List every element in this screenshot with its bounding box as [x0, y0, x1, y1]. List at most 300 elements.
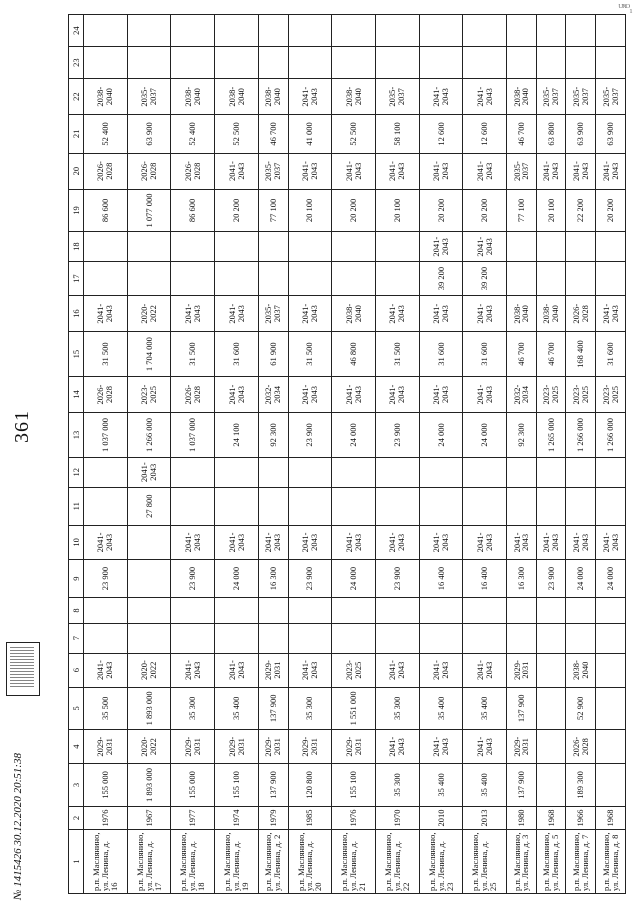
table-cell: 2041-2043 — [288, 153, 332, 189]
table-cell: 1985 — [288, 806, 332, 829]
table-cell: 2035-2037 — [258, 296, 288, 332]
table-cell: 168 400 — [566, 332, 596, 377]
table-cell — [536, 653, 566, 687]
table-cell: 137 900 — [258, 687, 288, 730]
table-cell: 1 893 000 — [127, 764, 171, 807]
table-cell: 2041-2043 — [463, 79, 507, 115]
table-cell: 2041-2043 — [566, 525, 596, 559]
table-cell — [215, 487, 259, 525]
column-header: 10 — [69, 525, 84, 559]
column-header: 20 — [69, 153, 84, 189]
column-header: 1 — [69, 830, 84, 894]
table-cell: 2041-2043 — [84, 525, 128, 559]
address-cell: р.п. Маслянино, ул. Ленина, д. 17 — [127, 830, 171, 894]
table-cell: 23 900 — [288, 413, 332, 458]
table-row — [127, 15, 171, 894]
table-cell — [375, 598, 419, 624]
table-cell: 2041-2043 — [463, 296, 507, 332]
table-cell — [127, 15, 171, 47]
table-cell: 2041-2043 — [566, 153, 596, 189]
table-cell: 2041-2043 — [84, 296, 128, 332]
table-cell: 120 800 — [288, 764, 332, 807]
column-header: 16 — [69, 296, 84, 332]
table-cell — [288, 232, 332, 262]
table-cell: 31 600 — [596, 332, 626, 377]
table-cell: 52 500 — [332, 115, 376, 153]
table-cell — [171, 262, 215, 296]
table-cell — [536, 47, 566, 79]
table-cell: 2023-2025 — [566, 376, 596, 412]
table-cell: 39 200 — [419, 262, 463, 296]
table-cell: 2026-2028 — [127, 153, 171, 189]
table-cell: 1 077 000 — [127, 189, 171, 232]
table-cell: 1 266 000 — [596, 413, 626, 458]
table-cell: 2026-2028 — [84, 376, 128, 412]
table-cell: 61 900 — [258, 332, 288, 377]
table-cell — [419, 623, 463, 653]
table-cell: 23 900 — [171, 559, 215, 597]
column-header: 15 — [69, 332, 84, 377]
table-cell: 24 000 — [332, 559, 376, 597]
table-cell: 2038-2040 — [566, 653, 596, 687]
table-cell: 2041-2043 — [332, 525, 376, 559]
table-cell — [84, 598, 128, 624]
table-cell: 31 500 — [375, 332, 419, 377]
table-cell: 39 200 — [463, 262, 507, 296]
table-cell — [171, 487, 215, 525]
column-header: 19 — [69, 189, 84, 232]
address-cell: р.п. Маслянино, ул. Ленина, д. 7 — [566, 830, 596, 894]
table-cell: 2041-2043 — [375, 653, 419, 687]
table-cell — [507, 598, 537, 624]
table-cell: 2038-2040 — [215, 79, 259, 115]
table-cell — [215, 598, 259, 624]
rotated-table-wrapper — [68, 14, 626, 894]
page-number — [6, 410, 39, 443]
table-cell: 2023-2025 — [536, 376, 566, 412]
table-cell — [288, 457, 332, 487]
table-cell — [84, 487, 128, 525]
table-cell — [596, 687, 626, 730]
table-cell: 2026-2028 — [566, 296, 596, 332]
address-cell: р.п. Маслянино, ул. Ленина, д. 8 — [596, 830, 626, 894]
table-cell: 31 500 — [171, 332, 215, 377]
table-cell: 1967 — [127, 806, 171, 829]
table-cell: 1 266 000 — [127, 413, 171, 458]
table-cell: 2020-2022 — [127, 730, 171, 764]
table-cell — [463, 487, 507, 525]
table-cell: 2026-2028 — [566, 730, 596, 764]
table-cell — [127, 559, 171, 597]
table-cell — [288, 623, 332, 653]
table-cell — [596, 623, 626, 653]
table-cell — [463, 15, 507, 47]
table-cell: 2035-2037 — [507, 153, 537, 189]
table-cell — [419, 15, 463, 47]
table-cell: 2041-2043 — [127, 457, 171, 487]
table-cell: 2035-2037 — [258, 153, 288, 189]
table-cell: 2041-2043 — [332, 153, 376, 189]
table-cell: 16 300 — [507, 559, 537, 597]
column-header: 3 — [69, 764, 84, 807]
table-row — [536, 15, 566, 894]
table-cell — [332, 232, 376, 262]
table-cell: 20 100 — [375, 189, 419, 232]
table-cell: 35 300 — [375, 764, 419, 807]
table-cell — [332, 457, 376, 487]
table-cell: 16 400 — [419, 559, 463, 597]
table-cell: 2041-2043 — [375, 153, 419, 189]
table-cell: 2041-2043 — [536, 153, 566, 189]
table-cell: 2029-2031 — [84, 730, 128, 764]
table-row — [84, 15, 128, 894]
column-header: 2 — [69, 806, 84, 829]
footer-doc-number — [12, 753, 24, 900]
table-cell — [127, 525, 171, 559]
table-cell — [536, 232, 566, 262]
table-cell: 27 800 — [127, 487, 171, 525]
table-cell: 58 100 — [375, 115, 419, 153]
table-cell — [258, 232, 288, 262]
table-cell: 2013 — [463, 806, 507, 829]
table-cell: 22 200 — [566, 189, 596, 232]
table-row — [375, 15, 419, 894]
table-cell: 2029-2031 — [258, 730, 288, 764]
table-cell: 1 704 000 — [127, 332, 171, 377]
column-header: 17 — [69, 262, 84, 296]
table-cell: 63 900 — [596, 115, 626, 153]
table-cell: 92 300 — [258, 413, 288, 458]
column-header: 24 — [69, 15, 84, 47]
table-cell — [566, 457, 596, 487]
column-header: 6 — [69, 653, 84, 687]
table-cell — [507, 457, 537, 487]
table-cell — [375, 457, 419, 487]
table-row — [215, 15, 259, 894]
table-cell: 2035-2037 — [536, 79, 566, 115]
table-cell: 92 300 — [507, 413, 537, 458]
table-cell: 1 266 000 — [566, 413, 596, 458]
table-cell: 2041-2043 — [419, 79, 463, 115]
table-cell — [127, 623, 171, 653]
table-cell: 137 900 — [507, 687, 537, 730]
table-cell: 2038-2040 — [507, 79, 537, 115]
table-cell: 2041-2043 — [419, 153, 463, 189]
address-cell: р.п. Маслянино, ул. Ленина, д. 3 — [507, 830, 537, 894]
table-cell: 2041-2043 — [463, 376, 507, 412]
table-cell — [463, 47, 507, 79]
table-cell — [375, 15, 419, 47]
table-cell: 2035-2037 — [566, 79, 596, 115]
table-cell — [536, 687, 566, 730]
table-cell: 2020-2022 — [127, 653, 171, 687]
table-cell: 2041-2043 — [419, 525, 463, 559]
table-cell: 24 000 — [463, 413, 507, 458]
table-cell: 2038-2040 — [84, 79, 128, 115]
table-cell: 46 700 — [536, 332, 566, 377]
column-header: 23 — [69, 47, 84, 79]
table-cell — [171, 623, 215, 653]
table-header — [69, 15, 84, 894]
table-cell — [258, 15, 288, 47]
table-cell: 1 037 000 — [84, 413, 128, 458]
table-cell: 2041-2043 — [171, 296, 215, 332]
table-row — [419, 15, 463, 894]
table-cell: 2038-2040 — [536, 296, 566, 332]
table-cell: 137 900 — [507, 764, 537, 807]
table-cell — [258, 487, 288, 525]
table-cell: 2041-2043 — [215, 653, 259, 687]
table-cell: 2041-2043 — [596, 296, 626, 332]
table-cell — [375, 262, 419, 296]
table-cell — [419, 487, 463, 525]
table-cell: 2041-2043 — [375, 730, 419, 764]
table-cell: 2032-2034 — [258, 376, 288, 412]
table-cell: 155 000 — [171, 764, 215, 807]
table-cell — [566, 487, 596, 525]
table-cell: 2035-2037 — [596, 79, 626, 115]
table-cell: 2041-2043 — [419, 730, 463, 764]
table-cell: 12 600 — [463, 115, 507, 153]
column-header: 18 — [69, 232, 84, 262]
table-cell — [258, 457, 288, 487]
table-cell — [375, 487, 419, 525]
table-cell: 2041-2043 — [536, 525, 566, 559]
table-cell — [127, 47, 171, 79]
table-row — [463, 15, 507, 894]
table-cell — [536, 623, 566, 653]
table-cell — [596, 262, 626, 296]
address-cell: р.п. Маслянино, ул. Ленина, д. 18 — [171, 830, 215, 894]
table-cell: 41 000 — [288, 115, 332, 153]
table-cell — [596, 457, 626, 487]
table-cell — [536, 487, 566, 525]
table-cell: 24 000 — [215, 559, 259, 597]
table-cell: 2041-2043 — [463, 525, 507, 559]
table-cell: 1 265 000 — [536, 413, 566, 458]
table-cell — [127, 262, 171, 296]
table-cell: 31 500 — [288, 332, 332, 377]
table-cell — [288, 487, 332, 525]
table-cell — [258, 47, 288, 79]
table-cell: 2023-2025 — [127, 376, 171, 412]
table-cell: 1968 — [536, 806, 566, 829]
table-cell: 23 900 — [84, 559, 128, 597]
stamp-barcode — [10, 647, 34, 687]
table-cell: 2041-2043 — [463, 730, 507, 764]
table-cell: 2041-2043 — [288, 525, 332, 559]
table-cell: 31 600 — [419, 332, 463, 377]
table-cell: 2041-2043 — [419, 653, 463, 687]
table-cell — [596, 764, 626, 807]
table-cell: 24 100 — [215, 413, 259, 458]
table-cell — [215, 232, 259, 262]
table-cell: 63 900 — [566, 115, 596, 153]
table-cell: 2029-2031 — [507, 730, 537, 764]
table-cell: 2029-2031 — [288, 730, 332, 764]
table-cell — [566, 262, 596, 296]
table-cell: 63 900 — [127, 115, 171, 153]
table-cell — [288, 15, 332, 47]
table-cell: 2041-2043 — [84, 653, 128, 687]
table-cell: 1 037 000 — [171, 413, 215, 458]
table-cell: 35 300 — [375, 687, 419, 730]
table-cell: 20 200 — [463, 189, 507, 232]
table-cell: 31 600 — [463, 332, 507, 377]
table-cell — [596, 487, 626, 525]
column-header: 21 — [69, 115, 84, 153]
table-cell: 2041-2043 — [215, 525, 259, 559]
table-cell: 31 500 — [84, 332, 128, 377]
table-cell — [536, 15, 566, 47]
data-table — [68, 14, 626, 894]
table-row — [507, 15, 537, 894]
table-cell: 35 400 — [215, 687, 259, 730]
table-cell — [507, 487, 537, 525]
table-cell: 35 400 — [463, 764, 507, 807]
table-cell — [332, 487, 376, 525]
table-cell — [84, 15, 128, 47]
table-cell: 2020-2022 — [127, 296, 171, 332]
address-cell: р.п. Маслянино, ул. Ленина, д. 20 — [288, 830, 332, 894]
table-cell: 23 900 — [288, 559, 332, 597]
table-cell: 2041-2043 — [463, 653, 507, 687]
address-cell: р.п. Маслянино, ул. Ленина, д. 5 — [536, 830, 566, 894]
table-cell: 1970 — [375, 806, 419, 829]
table-cell: 2038-2040 — [332, 296, 376, 332]
table-cell: 2041-2043 — [215, 376, 259, 412]
table-cell: 2041-2043 — [375, 525, 419, 559]
table-cell — [375, 623, 419, 653]
table-cell: 1 893 000 — [127, 687, 171, 730]
column-header: 13 — [69, 413, 84, 458]
table-cell: 1966 — [566, 806, 596, 829]
table-cell: 23 900 — [375, 559, 419, 597]
table-cell — [419, 457, 463, 487]
table-row — [171, 15, 215, 894]
table-cell — [332, 262, 376, 296]
table-cell — [375, 47, 419, 79]
table-row — [332, 15, 376, 894]
table-cell — [566, 232, 596, 262]
table-cell — [507, 262, 537, 296]
table-cell: 16 300 — [258, 559, 288, 597]
table-cell — [596, 598, 626, 624]
table-cell: 2041-2043 — [171, 653, 215, 687]
table-cell — [536, 598, 566, 624]
stamp-logo — [6, 642, 40, 696]
table-row — [258, 15, 288, 894]
table-cell — [566, 598, 596, 624]
table-cell: 2041-2043 — [288, 376, 332, 412]
table-cell: 35 400 — [419, 764, 463, 807]
table-cell — [258, 262, 288, 296]
table-cell: 2029-2031 — [215, 730, 259, 764]
table-cell: 46 700 — [507, 332, 537, 377]
address-cell: р.п. Маслянино, ул. Ленина, д. 25 — [463, 830, 507, 894]
table-cell: 1977 — [171, 806, 215, 829]
table-cell: 2041-2043 — [375, 376, 419, 412]
table-cell — [566, 623, 596, 653]
table-cell — [596, 232, 626, 262]
table-cell — [288, 598, 332, 624]
column-header: 4 — [69, 730, 84, 764]
table-cell: 155 000 — [84, 764, 128, 807]
header-row — [69, 15, 84, 894]
table-cell: 2029-2031 — [258, 653, 288, 687]
table-cell — [84, 623, 128, 653]
table-cell: 2041-2043 — [419, 232, 463, 262]
table-cell — [596, 15, 626, 47]
table-cell: 20 200 — [215, 189, 259, 232]
table-cell: 2041-2043 — [332, 376, 376, 412]
table-cell: 2010 — [419, 806, 463, 829]
table-cell: 2023-2025 — [332, 653, 376, 687]
table-cell: 1976 — [332, 806, 376, 829]
table-cell: 77 100 — [507, 189, 537, 232]
table-cell — [507, 15, 537, 47]
table-cell — [463, 457, 507, 487]
table-cell: 2041-2043 — [258, 525, 288, 559]
table-cell: 2041-2043 — [288, 653, 332, 687]
table-row — [288, 15, 332, 894]
table-cell: 2041-2043 — [507, 525, 537, 559]
table-cell — [507, 232, 537, 262]
table-cell: 2029-2031 — [332, 730, 376, 764]
table-cell: 35 300 — [171, 687, 215, 730]
table-cell: 52 400 — [84, 115, 128, 153]
table-cell: 2038-2040 — [171, 79, 215, 115]
table-cell — [215, 623, 259, 653]
table-cell: 24 000 — [419, 413, 463, 458]
table-cell: 2041-2043 — [215, 153, 259, 189]
table-cell: 24 000 — [566, 559, 596, 597]
table-cell — [507, 623, 537, 653]
column-header: 7 — [69, 623, 84, 653]
column-header: 11 — [69, 487, 84, 525]
table-cell: 1979 — [258, 806, 288, 829]
table-cell — [419, 598, 463, 624]
table-cell: 20 100 — [536, 189, 566, 232]
table-cell: 20 200 — [419, 189, 463, 232]
table-cell: 2041-2043 — [171, 525, 215, 559]
table-cell: 2041-2043 — [288, 296, 332, 332]
table-cell — [258, 623, 288, 653]
column-header: 9 — [69, 559, 84, 597]
table-row — [596, 15, 626, 894]
table-cell — [127, 232, 171, 262]
table-cell — [84, 47, 128, 79]
table-cell — [332, 598, 376, 624]
table-cell — [171, 232, 215, 262]
table-cell — [596, 653, 626, 687]
table-cell: 46 800 — [332, 332, 376, 377]
table-cell: 1980 — [507, 806, 537, 829]
table-cell — [507, 47, 537, 79]
column-header: 8 — [69, 598, 84, 624]
table-cell — [332, 623, 376, 653]
table-cell: 2041-2043 — [288, 79, 332, 115]
table-cell: 2026-2028 — [171, 153, 215, 189]
column-header: 12 — [69, 457, 84, 487]
table-body — [84, 15, 626, 894]
table-cell: 52 400 — [171, 115, 215, 153]
table-cell: 2041-2043 — [463, 232, 507, 262]
table-cell — [375, 232, 419, 262]
table-cell: 35 400 — [419, 687, 463, 730]
table-cell: 2041-2043 — [419, 296, 463, 332]
table-cell: 86 600 — [171, 189, 215, 232]
